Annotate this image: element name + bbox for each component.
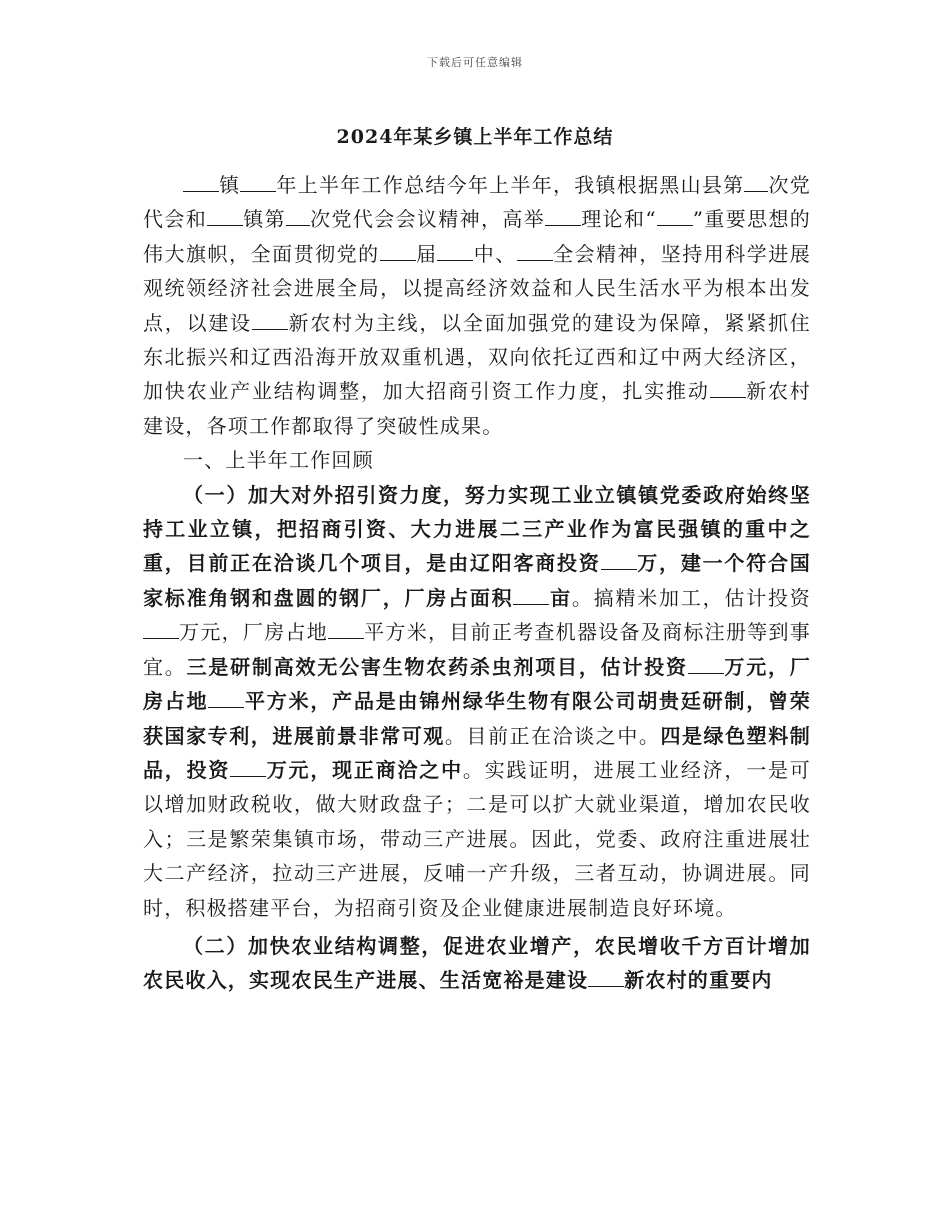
section-heading: 一、上半年工作回顾 (183, 448, 374, 473)
section-1-paragraph: （一）加大对外招引资力度，努力实现工业立镇镇党委政府始终坚持工业立镇，把招商引资、大力进展二三产业作为富民强镇的重中之重，目前正在洽谈几个项目，是由辽阳客商投资 万，建一个符合国家标准角钢和盘圆的钢厂，厂房占面积 亩。搞精米加工，估计投资万元，厂房占地 平方米，目前正考查机器设备及商标注册等到事宜。三是研制高效无公害生物农药杀虫剂项目，估计投资 万元，厂房占地 平方米，产品是由锦州绿华生物有限公司胡贵廷研制，曾荣获国家专利，进展前景非常可观。目前正在洽谈之中。四是绿色塑料制品，投资 万元，现正商洽之中。实践证明，进展工业经济，一是可以增加财政税收，做大财政盘子；二是可以扩大就业渠道，增加农民收入；三是繁荣集镇市场，带动三产进展。因此，党委、政府注重进展壮大二产经济，拉动三产进展，反哺一产升级，三者互动，协调进展。同时，积极搭建平台，为招商引资及企业健康进展制造良好环境。 (143, 482, 812, 920)
blank-underline (183, 172, 219, 192)
blank-underline (286, 206, 310, 226)
blank-underline (207, 206, 243, 226)
download-note: 下载后可任意编辑 (427, 56, 523, 69)
intro-paragraph: 镇 年上半年工作总结今年上半年，我镇根据黑山县第 次党代会和 镇第 次党代会会议精神，高举 理论和“ ”重要思想的伟大旗帜，全面贯彻党的 届 中、 全会精神，坚持用科学进展观统领经济社会进展全局，以提高经济效益和人民生活水平为根本出发点，以建设 新农村为主线，以全面加强党的建设为保障，紧紧抓住东北振兴和辽西沿海开放双重机遇，双向依托辽西和辽中两大经济区，加快农业产业结构调整，加大招商引资工作力度，扎实推动 新农村建设，各项工作都取得了突破性成果。 (143, 173, 812, 438)
document-body (143, 168, 811, 998)
blank-underline (545, 206, 581, 226)
section-2-paragraph: （二）加快农业结构调整，促进农业增产，农民增收千方百计增加农民收入，实现农民生产进展、生活宽裕是建设 新农村的重要内 (143, 933, 811, 993)
blank-underline (744, 172, 768, 192)
blank-underline (437, 241, 473, 261)
blank-underline (328, 619, 364, 639)
blank-underline (240, 172, 276, 192)
document-title: 2024年某乡镇上半年工作总结 (336, 126, 614, 148)
blank-underline (688, 654, 724, 674)
blank-underline (143, 619, 179, 639)
blank-underline (208, 688, 244, 708)
blank-underline (517, 241, 553, 261)
blank-underline (588, 967, 624, 987)
blank-underline (513, 585, 549, 605)
blank-underline (710, 378, 746, 398)
blank-underline (601, 550, 637, 570)
blank-underline (230, 757, 266, 777)
blank-underline (380, 241, 416, 261)
blank-underline (657, 206, 693, 226)
blank-underline (252, 310, 288, 330)
